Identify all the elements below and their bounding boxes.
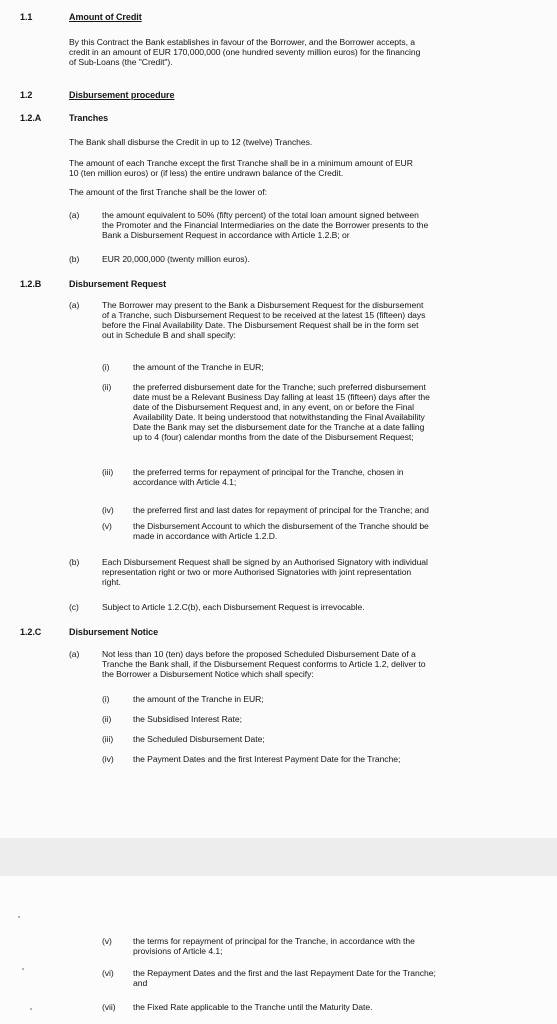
sublist-item-line: the preferred first and last dates for repayment of principal for the Tranche; and [133, 505, 429, 515]
sublist-item-line: the Fixed Rate applicable to the Tranche until the Maturity Date. [133, 1002, 373, 1012]
document-page-2 [0, 876, 557, 1024]
sublist-item-line: accordance with Article 4.1; [133, 477, 237, 487]
paragraph-line: The Bank shall disburse the Credit in up to 12 (twelve) Tranches. [69, 137, 313, 147]
section-number: 1.1 [20, 12, 33, 22]
subsection-number: 1.2.B [20, 279, 42, 289]
sublist-label: (v) [102, 936, 112, 946]
list-item-line: of a Tranche, such Disbursement Request to be received at the latest 15 (fifteen) days [102, 310, 426, 320]
sublist-item-line: the preferred disbursement date for the Tranche; such preferred disbursement [133, 382, 426, 392]
list-item-line: the Promoter and the Financial Intermediaries on the date the Borrower presents to the [102, 220, 429, 230]
paragraph-line: 10 (ten million euros) or (if less) the entire undrawn balance of the Credit. [69, 168, 344, 178]
list-item-line: Tranche the Bank shall, if the Disbursement Request conforms to Article 1.2, deliver to [102, 659, 426, 669]
sublist-item-line: the preferred terms for repayment of principal for the Tranche, chosen in [133, 467, 404, 477]
scan-speck [22, 968, 24, 970]
paragraph-line: By this Contract the Bank establishes in favour of the Borrower, and the Borrower accepts, a [69, 37, 416, 47]
list-item-line: right. [102, 577, 121, 587]
sublist-label: (i) [102, 362, 110, 372]
sublist-item-line: the Scheduled Disbursement Date; [133, 734, 265, 744]
sublist-item-line: the amount of the Tranche in EUR; [133, 362, 264, 372]
subsection-title: Disbursement Request [69, 279, 167, 289]
list-item-line: the Borrower a Disbursement Notice which shall specify: [102, 669, 314, 679]
list-item-line: Subject to Article 1.2.C(b), each Disbursement Request is irrevocable. [102, 602, 365, 612]
list-item-line: EUR 20,000,000 (twenty million euros). [102, 254, 250, 264]
subsection-title: Tranches [69, 113, 109, 123]
list-label: (a) [69, 649, 80, 659]
paragraph-line: The amount of each Tranche except the first Tranche shall be in a minimum amount of EUR [69, 158, 413, 168]
sublist-label: (i) [102, 694, 110, 704]
sublist-label: (iv) [102, 754, 114, 764]
list-label: (a) [69, 300, 80, 310]
section-title: Amount of Credit [69, 12, 142, 22]
sublist-label: (iii) [102, 734, 114, 744]
page-separator [0, 838, 557, 876]
paragraph-line: of Sub-Loans (the "Credit"). [69, 57, 173, 67]
list-item-line: the amount equivalent to 50% (fifty percent) of the total loan amount signed between [102, 210, 419, 220]
list-label: (b) [69, 557, 80, 567]
list-label: (a) [69, 210, 80, 220]
scan-speck [30, 1008, 32, 1010]
sublist-label: (vi) [102, 968, 114, 978]
sublist-item-line: the Payment Dates and the first Interest Payment Date for the Tranche; [133, 754, 401, 764]
list-item-line: Each Disbursement Request shall be signed by an Authorised Signatory with individual [102, 557, 428, 567]
list-item-line: The Borrower may present to the Bank a Disbursement Request for the disbursement [102, 300, 424, 310]
subsection-number: 1.2.A [20, 113, 42, 123]
list-label: (c) [69, 602, 79, 612]
section-number: 1.2 [20, 90, 33, 100]
sublist-item-line: made in accordance with Article 1.2.D. [133, 531, 278, 541]
list-item-line: representation right or two or more Authorised Signatories with joint representation [102, 567, 412, 577]
sublist-label: (iii) [102, 467, 114, 477]
sublist-item-line: Date the Bank may set the disbursement date for the Tranche at a date falling [133, 422, 425, 432]
sublist-item-line: provisions of Article 4.1; [133, 946, 223, 956]
sublist-label: (vii) [102, 1002, 116, 1012]
scan-speck [18, 916, 20, 918]
sublist-item-line: up to 4 (four) calendar months from the date of the Disbursement Request; [133, 432, 414, 442]
list-label: (b) [69, 254, 80, 264]
sublist-item-line: the Subsidised Interest Rate; [133, 714, 242, 724]
sublist-item-line: the amount of the Tranche in EUR; [133, 694, 264, 704]
list-item-line: out in Schedule B and shall specify: [102, 330, 236, 340]
list-item-line: before the Final Availability Date. The Disbursement Request shall be in the form set [102, 320, 419, 330]
paragraph-line: The amount of the first Tranche shall be the lower of: [69, 187, 267, 197]
sublist-item-line: date must be a Relevant Business Day falling at least 15 (fifteen) days after the [133, 392, 430, 402]
sublist-item-line: the Disbursement Account to which the disbursement of the Tranche should be [133, 521, 429, 531]
sublist-item-line: the terms for repayment of principal for the Tranche, in accordance with the [133, 936, 415, 946]
list-item-line: Not less than 10 (ten) days before the proposed Scheduled Disbursement Date of a [102, 649, 416, 659]
paragraph-line: credit in an amount of EUR 170,000,000 (one hundred seventy million euros) for the financing [69, 47, 421, 57]
subsection-title: Disbursement Notice [69, 627, 159, 637]
list-item-line: Bank a Disbursement Request in accordance with Article 1.2.B; or [102, 230, 350, 240]
sublist-item-line: date of the Disbursement Request and, in any event, on or before the Final [133, 402, 415, 412]
section-title: Disbursement procedure [69, 90, 175, 100]
sublist-label: (iv) [102, 505, 114, 515]
sublist-item-line: the Repayment Dates and the first and the last Repayment Date for the Tranche; [133, 968, 436, 978]
sublist-label: (v) [102, 521, 112, 531]
subsection-number: 1.2.C [20, 627, 42, 637]
sublist-label: (ii) [102, 382, 112, 392]
sublist-label: (ii) [102, 714, 112, 724]
sublist-item-line: and [133, 978, 148, 988]
sublist-item-line: Availability Date. It being understood that notwithstanding the Final Availability [133, 412, 425, 422]
